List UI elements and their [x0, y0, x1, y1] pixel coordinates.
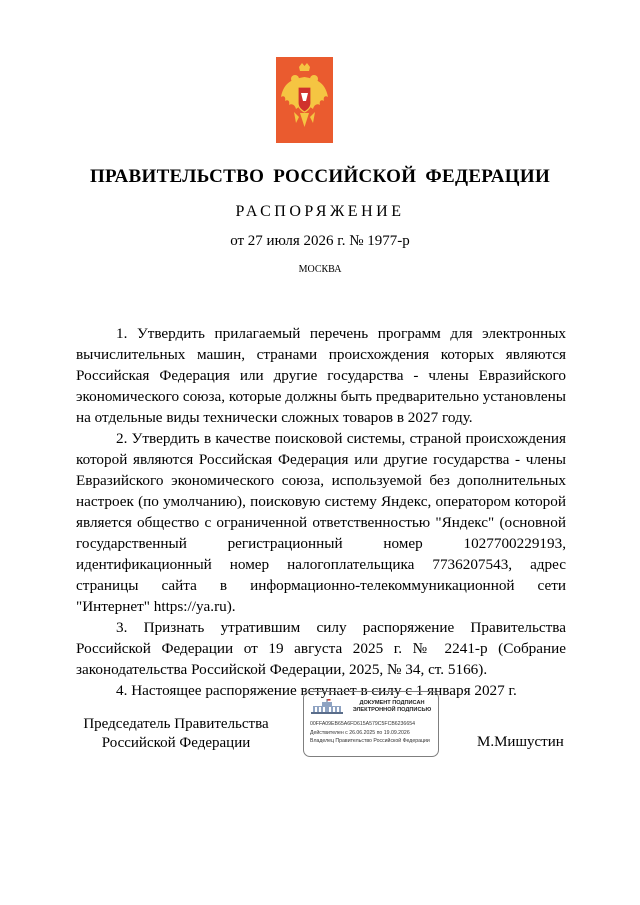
- document-city: МОСКВА: [298, 264, 342, 275]
- paragraph-2: 2. Утвердить в качестве поисковой системы, страной происхождения которой являются Российская Федерация или другие государства - члены Евразийского экономического союза, используемой без дополнительных настроек (по умолчанию), поисковую систему Яндекс, оператором которой является общество с ограниченной ответственностью "Яндекс" (основной государственный регистрационный номер 1027700229193, идентификационный номер налогоплательщика 7736207543, адрес страницы сайта в информационно-телекоммуникационной сети "Интернет" https://ya.ru).: [76, 430, 566, 615]
- russian-coat-of-arms-icon: [276, 57, 333, 143]
- signer-title: Председатель Правительства Российской Федерации: [83, 716, 269, 751]
- government-building-logo-icon: [310, 699, 344, 715]
- paragraph-4: 4. Настоящее распоряжение вступает в силу с 1 января 2027 г.: [116, 682, 517, 699]
- document-type: РАСПОРЯЖЕНИЕ: [235, 203, 405, 220]
- stamp-certificate: 00FFA09EB65A6FD615A579C5FCB6236654: [310, 721, 415, 727]
- paragraph-3: 3. Признать утратившим силу распоряжение Правительства Российской Федерации от 19 августа 2025 г. № 2241-р (Собрание законодательства Российской Федерации, 2025, № 34, ст. 5166).: [76, 619, 566, 678]
- signer-name: М.Мишустин: [477, 734, 564, 750]
- document-date-number: от 27 июля 2026 г. № 1977-р: [230, 233, 410, 249]
- digital-signature-stamp: [303, 691, 439, 757]
- stamp-owner: Владелец Правительство Российской Федерации: [310, 738, 430, 744]
- document-body: [76, 323, 566, 701]
- government-title: ПРАВИТЕЛЬСТВО РОССИЙСКОЙ ФЕДЕРАЦИИ: [89, 166, 551, 187]
- paragraph-1: 1. Утвердить прилагаемый перечень программ для электронных вычислительных машин, странами происхождения которых являются Российская Федерация или другие государства - члены Евразийского экономического союза, которые должны быть предварительно установлены на отдельные виды технически сложных товаров в 2027 году.: [76, 325, 566, 426]
- stamp-header: ДОКУМЕНТ ПОДПИСАН ЭЛЕКТРОННОЙ ПОДПИСЬЮ: [352, 700, 432, 713]
- stamp-validity: Действителен с 26.06.2025 по 19.09.2026: [310, 730, 410, 736]
